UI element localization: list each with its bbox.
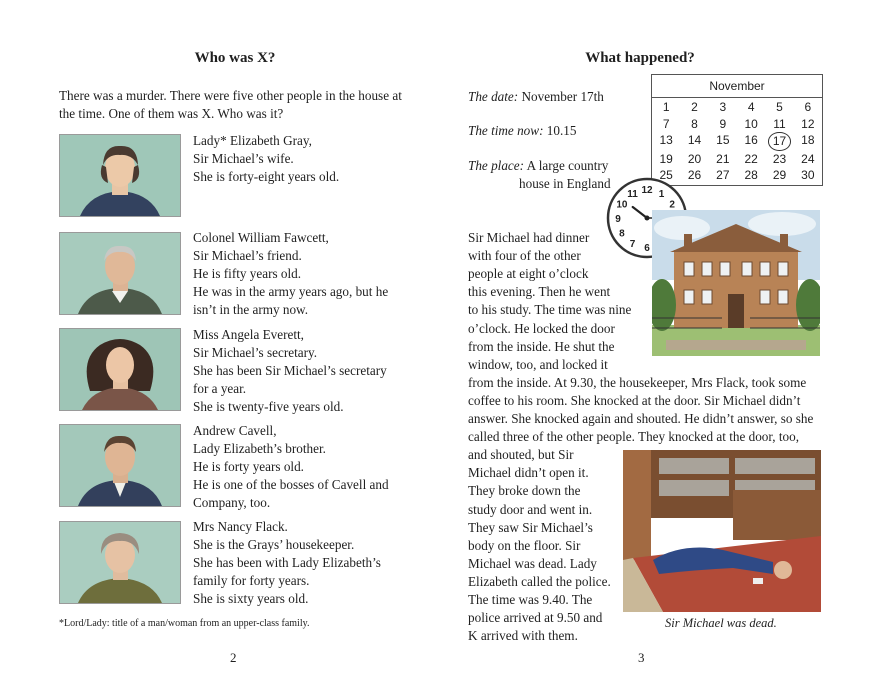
calendar-day: 30 xyxy=(801,168,815,182)
calendar-day: 14 xyxy=(687,133,702,147)
calendar-day: 25 xyxy=(659,168,673,182)
calendar-day: 21 xyxy=(716,151,730,166)
clock-number: 2 xyxy=(669,199,675,211)
person-line: Colonel William Fawcett, xyxy=(193,230,329,245)
story-line: o’clock. He locked the door xyxy=(468,320,615,336)
calendar-grid xyxy=(652,98,822,184)
calendar-day: 17 xyxy=(768,132,790,151)
place-value: house in England xyxy=(519,176,611,191)
page-number-left: 2 xyxy=(230,650,237,665)
calendar-day: 8 xyxy=(691,116,698,131)
calendar-day: 27 xyxy=(716,168,730,182)
clock-number: 6 xyxy=(644,243,650,254)
right-page-title: What happened? xyxy=(585,50,695,66)
story-line: window, too, and locked it xyxy=(468,356,608,372)
calendar-day: 26 xyxy=(687,168,702,182)
person-line: Miss Angela Everett, xyxy=(193,327,304,342)
portrait-angela-everett xyxy=(59,328,181,411)
person-line: Mrs Nancy Flack. xyxy=(193,519,288,534)
story-line: They broke down the xyxy=(468,483,581,499)
person-line: He is one of the bosses of Cavell and xyxy=(193,477,389,492)
person-line: She is twenty-five years old. xyxy=(193,399,344,414)
person-line: She is the Grays’ housekeeper. xyxy=(193,537,355,552)
intro-line: There was a murder. There were five other people in the house at xyxy=(59,88,402,103)
calendar-day: 6 xyxy=(804,100,812,114)
person-line: Sir Michael’s secretary. xyxy=(193,345,318,360)
story-line: They saw Sir Michael’s xyxy=(468,519,593,535)
person-line: She is sixty years old. xyxy=(193,591,309,606)
person-line: He is fifty years old. xyxy=(193,266,302,281)
place-label: The place: xyxy=(468,158,525,173)
calendar-day: 1 xyxy=(662,100,670,114)
calendar-day: 16 xyxy=(744,133,758,147)
date-label: The date: xyxy=(468,89,519,104)
person-andrew-cavell xyxy=(193,422,413,512)
story-line: with four of the other xyxy=(468,248,581,264)
clock-number: 9 xyxy=(615,214,621,225)
story-line: and shouted, but Sir xyxy=(468,447,574,463)
time-label: The time now: xyxy=(468,123,544,138)
story-line: K arrived with them. xyxy=(468,628,578,644)
person-line: Sir Michael’s wife. xyxy=(193,151,294,166)
clock-number: 10 xyxy=(616,199,628,211)
person-line: Andrew Cavell, xyxy=(193,423,277,438)
calendar-day: 23 xyxy=(772,151,787,166)
story-line: Michael didn’t open it. xyxy=(468,465,589,481)
story-line: body on the floor. Sir xyxy=(468,537,581,553)
calendar-day: 29 xyxy=(772,168,787,182)
calendar-day: 5 xyxy=(776,100,783,114)
person-colonel-fawcett xyxy=(193,229,413,319)
calendar-day: 11 xyxy=(773,116,786,131)
calendar xyxy=(651,74,823,186)
story-line: study door and went in. xyxy=(468,501,593,517)
person-line: Lady* Elizabeth Gray, xyxy=(193,133,312,148)
person-line: She has been Sir Michael’s secretary xyxy=(193,363,387,378)
calendar-day: 10 xyxy=(744,116,758,131)
calendar-day: 4 xyxy=(747,100,755,114)
calendar-day: 18 xyxy=(801,133,815,147)
portrait-colonel-fawcett xyxy=(59,232,181,315)
intro-text xyxy=(59,87,439,123)
person-angela-everett xyxy=(193,326,413,416)
story-line: Michael was dead. Lady xyxy=(468,555,597,571)
story-line: this evening. Then he went xyxy=(468,284,611,300)
story-line: to his study. The time was nine xyxy=(468,302,632,318)
person-line: family for forty years. xyxy=(193,573,310,588)
person-lady-elizabeth xyxy=(193,132,413,186)
clock-number: 1 xyxy=(658,188,665,200)
calendar-day: 19 xyxy=(659,151,673,166)
calendar-day: 24 xyxy=(801,151,815,166)
calendar-day: 15 xyxy=(716,133,730,147)
person-line: Company, too. xyxy=(193,495,271,510)
person-line: for a year. xyxy=(193,381,247,396)
calendar-day: 2 xyxy=(691,100,698,114)
portrait-nancy-flack xyxy=(59,521,181,604)
person-line: She is forty-eight years old. xyxy=(193,169,340,184)
calendar-day: 22 xyxy=(744,151,758,166)
story-line: called three of the other people. They knocked at the door, too, xyxy=(468,429,799,445)
calendar-day: 7 xyxy=(662,116,670,131)
clock-number: 12 xyxy=(641,185,653,196)
clock-number: 8 xyxy=(619,228,625,240)
story-line: coffee to his room. She knocked at the door. Sir Michael didn’t xyxy=(468,392,801,408)
story-line: from the inside. At 9.30, the housekeeper, Mrs Flack, took some xyxy=(468,374,807,390)
story-line: Sir Michael had dinner xyxy=(468,230,590,245)
intro-line: the time. One of them was X. Who was it? xyxy=(59,106,284,121)
story-line: The time was 9.40. The xyxy=(468,592,593,607)
portrait-lady-elizabeth xyxy=(59,134,181,217)
person-line: She has been with Lady Elizabeth’s xyxy=(193,555,381,570)
page-number-right: 3 xyxy=(638,650,645,665)
calendar-month: November xyxy=(652,75,822,98)
footnote: *Lord/Lady: title of a man/woman from an upper-class family. xyxy=(59,618,310,629)
story-line: Elizabeth called the police. xyxy=(468,573,611,589)
person-line: He was in the army years ago, but he xyxy=(193,284,389,299)
clock-number: 7 xyxy=(629,239,636,251)
country-house-illustration xyxy=(652,210,820,356)
portrait-andrew-cavell xyxy=(59,424,181,507)
person-line: Sir Michael’s friend. xyxy=(193,248,302,263)
time-fact xyxy=(468,122,576,140)
person-line: Lady Elizabeth’s brother. xyxy=(193,441,326,456)
person-nancy-flack xyxy=(193,518,413,608)
story-line: answer. She knocked again and shouted. He didn’t answer, so she xyxy=(468,411,814,426)
calendar-day: 13 xyxy=(659,133,673,147)
illustration-caption: Sir Michael was dead. xyxy=(665,616,777,630)
date-value: November 17th xyxy=(521,89,604,104)
calendar-day: 3 xyxy=(719,100,727,114)
person-line: He is forty years old. xyxy=(193,459,304,474)
person-line: isn’t in the army now. xyxy=(193,302,309,317)
story-line: police arrived at 9.50 and xyxy=(468,610,603,626)
date-fact xyxy=(468,88,604,106)
place-fact-continued xyxy=(519,175,611,193)
calendar-day: 12 xyxy=(801,116,815,131)
calendar-day: 20 xyxy=(687,151,702,166)
place-value: A large country xyxy=(526,158,609,173)
story-line: from the inside. He shut the xyxy=(468,338,615,354)
time-value: 10.15 xyxy=(546,123,577,138)
study-illustration xyxy=(623,450,821,612)
story-line: people at eight o’clock xyxy=(468,266,589,282)
place-fact xyxy=(468,157,608,175)
calendar-day: 28 xyxy=(744,168,758,182)
calendar-day: 9 xyxy=(719,116,727,131)
clock-number: 11 xyxy=(627,188,638,200)
left-page-title: Who was X? xyxy=(194,50,276,66)
